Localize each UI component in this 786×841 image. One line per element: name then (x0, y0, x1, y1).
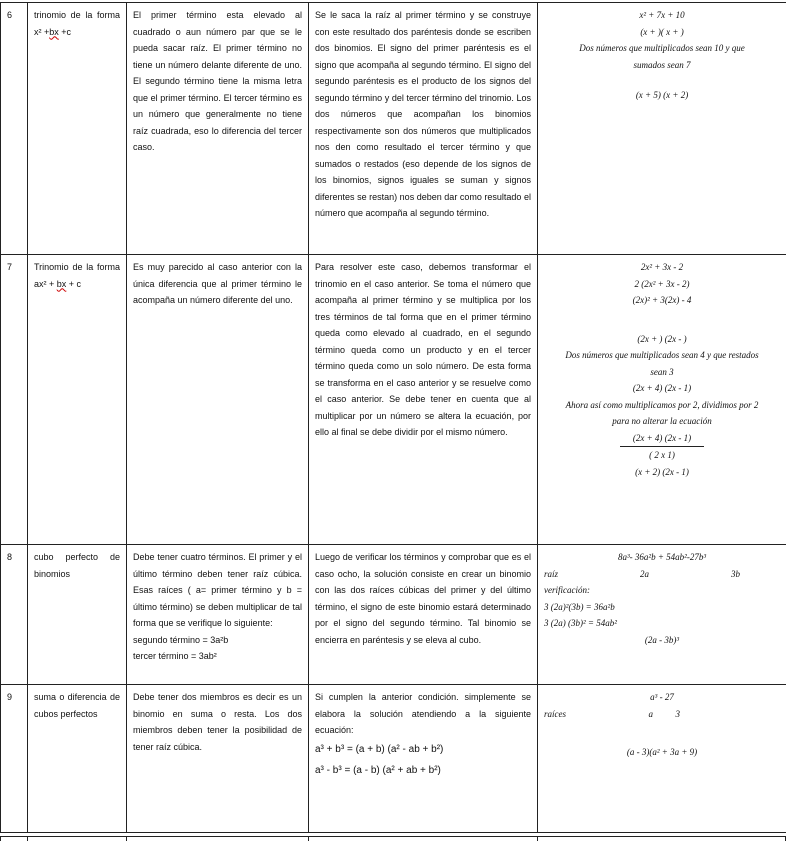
example-note: sean 3 (544, 364, 780, 381)
example-expression: x² + 7x + 10 (544, 7, 780, 24)
case-number: 8 (1, 545, 28, 685)
border-tick (537, 837, 538, 841)
table-row-6 (1, 3, 786, 255)
case-name-text-end: +c (59, 27, 71, 37)
example-cell (538, 545, 786, 685)
example-note: Ahora así como multiplicamos por 2, dividimos por 2 (544, 397, 780, 414)
case-number: 9 (1, 685, 28, 833)
table-row-8 (1, 545, 786, 685)
characteristics-cell: El primer término esta elevado al cuadrado o aun número par que se le pueda sacar raíz. El primer término no tiene un número delante diferente de uno. El segundo término tiene la misma letra que el primer término. El tercer término es un número que generalmente no tiene raíz cuadrada, eso lo diferencia del tercer caso. (127, 3, 309, 255)
spacer (544, 309, 780, 331)
case-name-text: Trinomio de la forma ax² + (34, 262, 120, 289)
border-tick (27, 837, 28, 841)
example-note: Dos números que multiplicados sean 4 y que restados (544, 347, 780, 364)
case-name (28, 255, 127, 545)
procedure-cell (309, 685, 538, 833)
characteristics-text: Debe tener cuatro términos. El primer y el último término deben tener raíz cúbica. Esas raíces ( a= primer término y b = último término) se deben multiplicar de tal forma que se verifique lo siguiente: (133, 552, 302, 628)
example-note: sumados sean 7 (544, 57, 780, 74)
example-step: 2 (2x² + 3x - 2) (544, 276, 780, 293)
border-tick (126, 837, 127, 841)
characteristics-cell: Es muy parecido al caso anterior con la única diferencia que al primer término le acompaña un número diferente del uno. (127, 255, 309, 545)
roots-row (544, 566, 780, 583)
difference-of-cubes-formula: a³ - b³ = (a - b) (a² + ab + b²) (315, 760, 531, 781)
factoring-table (0, 2, 786, 833)
example-result: (a - 3)(a² + 3a + 9) (544, 744, 780, 761)
case-name-text: trinomio de la forma x² + (34, 10, 120, 37)
roots-label: raíces (544, 706, 566, 723)
procedure-cell: Luego de verificar los términos y comprobar que es el caso ocho, la solución consiste en crear un binomio con las dos raíces cúbicas del primer y del último término, el signo de este binomio estará determinado por el signo del segundo término. Tal binomio se encierra en paréntesis y se eleva al cubo. (309, 545, 538, 685)
sum-of-cubes-formula: a³ + b³ = (a + b) (a² - ab + b²) (315, 739, 531, 760)
example-note: Dos números que multiplicados sean 10 y que (544, 40, 780, 57)
border-tick (0, 837, 1, 841)
example-expression: 8a³- 36a²b + 54ab²-27b³ (544, 549, 780, 566)
example-step: (x + )( x + ) (544, 24, 780, 41)
characteristics-cell (127, 545, 309, 685)
spacer (544, 73, 780, 87)
table-row-7 (1, 255, 786, 545)
example-note: para no alterar la ecuación (544, 413, 780, 430)
example-step: (2x + 4) (2x - 1) (544, 380, 780, 397)
example-result: (x + 2) (2x - 1) (544, 464, 780, 481)
characteristics-formula: tercer término = 3ab² (133, 648, 302, 665)
case-number: 7 (1, 255, 28, 545)
procedure-cell: Para resolver este caso, debemos transformar el trinomio en el caso anterior. Se toma el número que acompaña al primer término y se multiplica por los tres términos de tal forma que en el primer término queda como elevado al cuadrado, en el segundo término queda como un producto y en el tercer término queda como un solo número. De esta forma se transforma en el caso anterior y se resuelve como el caso anterior. Se debe tener en cuenta que al multiplicar por un número se altera la ecuación, por ello al final se debe dividir por el mismo número. (309, 255, 538, 545)
roots-label: raíz (544, 566, 558, 583)
characteristics-cell: Debe tener dos miembros es decir es un binomio en suma o resta. Los dos miembros deben tener la posibilidad de tener raíz cúbica. (127, 685, 309, 833)
case-name (28, 3, 127, 255)
example-expression: 2x² + 3x - 2 (544, 259, 780, 276)
characteristics-formula: segundo término = 3a²b (133, 632, 302, 649)
case-name: cubo perfecto de binomios (28, 545, 127, 685)
table-row-9 (1, 685, 786, 833)
fraction-denominator: ( 2 x 1) (544, 447, 780, 464)
procedure-cell: Se le saca la raíz al primer término y se construye con este resultado dos paréntesis donde se escriben dos binomios. El signo del primer paréntesis es el signo que acompaña al segundo término. El signo del segundo paréntesis es el producto de los signos del segundo término y del tercer término del trinomio. Los dos números que acompañan los binomios respectivamente son dos números que multiplicados nos den como resultado el tercer término y que sumados o restados (eso depende de los signos de los binomios, signos iguales se suman y signos diferentes se restan) nos deben dar como resultado el número que acompaña al segundo término. (309, 3, 538, 255)
example-step: (2x)² + 3(2x) - 4 (544, 292, 780, 309)
root-a: 2a (640, 566, 649, 583)
verification-label: verificación: (544, 582, 780, 599)
example-cell (538, 685, 786, 833)
example-step: (2x + ) (2x - ) (544, 331, 780, 348)
example-cell (538, 255, 786, 545)
verification-step: 3 (2a) (3b)² = 54ab² (544, 615, 780, 632)
spacer (544, 722, 780, 744)
example-result: (2a - 3b)³ (544, 632, 780, 649)
spellcheck-word: bx (57, 279, 67, 289)
example-cell (538, 3, 786, 255)
border-tick (308, 837, 309, 841)
verification-step: 3 (2a)²(3b) = 36a²b (544, 599, 780, 616)
root-b: 3b (731, 566, 740, 583)
root-a: a (649, 706, 654, 723)
case-name: suma o diferencia de cubos perfectos (28, 685, 127, 833)
case-name-text-end: + c (66, 279, 81, 289)
root-b: 3 (676, 706, 681, 723)
spellcheck-word: bx (49, 27, 59, 37)
procedure-text: Si cumplen la anterior condición. simplemente se elabora la solución atendiendo a la siguiente ecuación: (315, 692, 531, 735)
fraction-numerator: (2x + 4) (2x - 1) (544, 430, 780, 447)
example-result: (x + 5) (x + 2) (544, 87, 780, 104)
roots-row (544, 706, 780, 723)
next-row-edge (0, 836, 786, 840)
example-expression: a³ - 27 (544, 689, 780, 706)
case-number: 6 (1, 3, 28, 255)
